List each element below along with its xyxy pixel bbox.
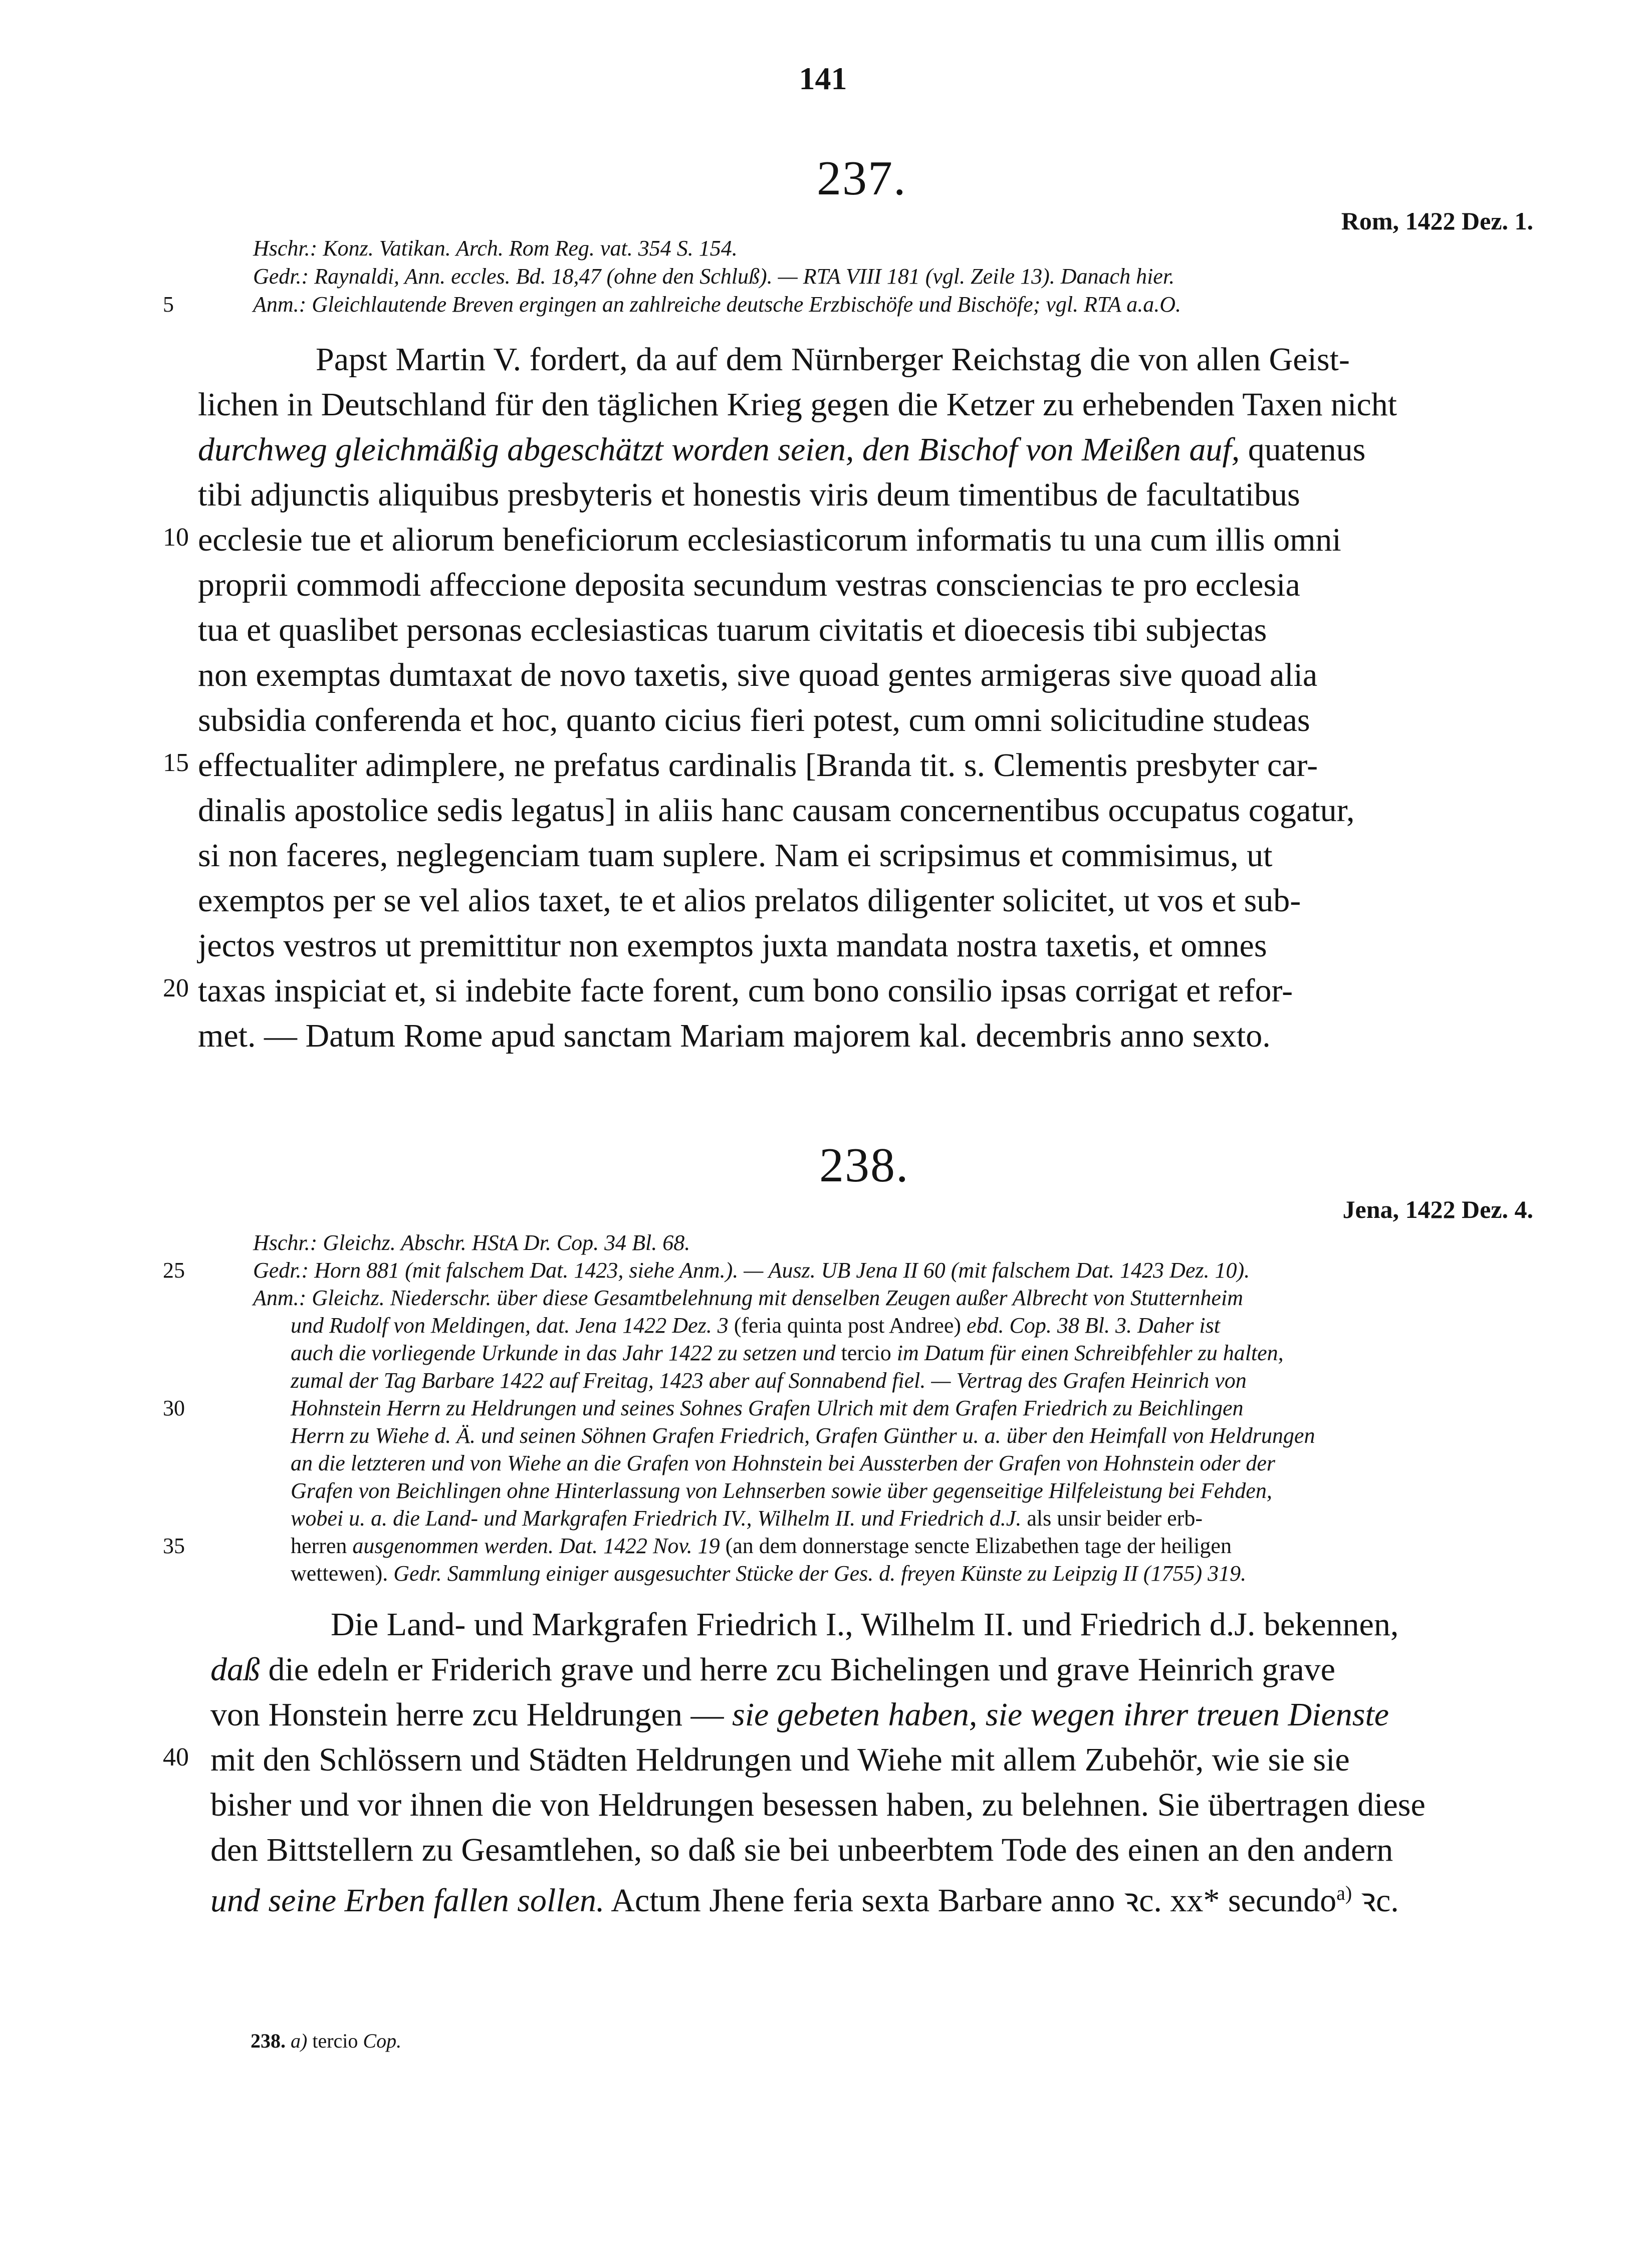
remark-quote: herren [291, 1534, 347, 1558]
text-line: effectualiter adimplere, ne prefatus cardinalis [Branda tit. s. Clementis presbyter car- [198, 747, 1318, 784]
footnote-text: tercio [312, 2030, 358, 2052]
text-line: tua et quaslibet personas ecclesiasticas tuarum civitatis et dioecesis tibi subjectas [198, 612, 1267, 648]
remark-line [291, 1533, 1232, 1559]
line-number: 30 [163, 1396, 185, 1420]
text-line: exemptos per se vel alios taxet, te et alios prelatos diligenter solicitet, ut vos et sub- [198, 882, 1301, 919]
document-number-238: 238. [819, 1138, 909, 1192]
text-line: si non faceres, neglegenciam tuam suplere. Nam ei scripsimus et commisimus, ut [198, 837, 1273, 874]
print-note-237: Gedr.: Raynaldi, Ann. eccles. Bd. 18,47 (ohne den Schluß). — RTA VIII 181 (vgl. Zeile 13). Danach hier. [253, 264, 1175, 289]
text-segment: die edeln er Friderich grave und herre zcu Bichelingen und grave Heinrich grave [260, 1651, 1335, 1688]
remark-quote: als unsir beider erb- [1027, 1506, 1203, 1531]
text-segment: ꝛc. [1352, 1882, 1399, 1919]
text-line: dinalis apostolice sedis legatus] in aliis hanc causam concernentibus occupatus cogatur, [198, 792, 1355, 829]
place-date-237: Rom, 1422 Dez. 1. [1341, 207, 1533, 235]
text-segment: Actum Jhene feria sexta Barbare anno ꝛc. xx* secundo [604, 1882, 1337, 1919]
text-line: jectos vestros ut premittitur non exemptos juxta mandata nostra taxetis, et omnes [198, 927, 1267, 964]
line-number: 20 [163, 974, 189, 1002]
manuscript-note-237: Hschr.: Konz. Vatikan. Arch. Rom Reg. vat. 354 S. 154. [253, 236, 738, 261]
remark-line: zumal der Tag Barbare 1422 auf Freitag, 1423 aber auf Sonnabend fiel. — Vertrag des Grafen Heinrich von [291, 1368, 1247, 1393]
text-segment: quatenus [1248, 431, 1366, 468]
text-line: met. — Datum Rome apud sanctam Mariam majorem kal. decembris anno sexto. [198, 1018, 1271, 1054]
remark-line: an die letzteren und von Wiehe an die Grafen von Hohnstein bei Aussterben der Grafen von Hohnstein oder der [291, 1451, 1275, 1475]
line-number: 40 [163, 1743, 189, 1772]
remark-note-237: Anm.: Gleichlautende Breven ergingen an zahlreiche deutsche Erzbischöfe und Bischöfe; vgl. RTA a.a.O. [253, 292, 1182, 317]
regest-line: bisher und vor ihnen die von Heldrungen besessen haben, zu belehnen. Sie übertragen diese [210, 1787, 1426, 1823]
regest-line: mit den Schlössern und Städten Heldrungen und Wiehe mit allem Zubehör, wie sie sie [210, 1741, 1350, 1778]
regest-text: sie gebeten haben, sie wegen ihrer treuen Dienste [732, 1696, 1389, 1733]
line-number: 15 [163, 748, 189, 777]
remark-text: und Rudolf von Meldingen, dat. Jena 1422 Dez. 3 [291, 1313, 734, 1338]
remark-text: im Datum für einen Schreibfehler zu halten, [891, 1341, 1284, 1365]
remark-line [291, 1313, 1220, 1338]
remark-text: auch die vorliegende Urkunde in das Jahr 1422 zu setzen und [291, 1341, 841, 1365]
text-line [210, 1696, 1389, 1734]
remark-line: Hohnstein Herrn zu Heldrungen und seines Sohnes Grafen Ulrich mit dem Grafen Friedrich zu Beichlingen [291, 1396, 1244, 1420]
regest-line [198, 431, 1365, 469]
text-line: subsidia conferenda et hoc, quanto cicius fieri potest, cum omni solicitudine studeas [198, 702, 1310, 738]
remark-quote: (feria quinta post Andree) [734, 1313, 962, 1338]
regest-line: lichen in Deutschland für den täglichen Krieg gegen die Ketzer zu erhebenden Taxen nicht [198, 386, 1397, 423]
remark-line: Grafen von Beichlingen ohne Hinterlassung von Lehnserben sowie über gegenseitige Hilfeleistung bei Fehden, [291, 1478, 1272, 1503]
print-note-238: Gedr.: Horn 881 (mit falschem Dat. 1423, siehe Anm.). — Ausz. UB Jena II 60 (mit falschem Dat. 1423 Dez. 10). [253, 1258, 1250, 1283]
footnote [251, 2029, 401, 2053]
remark-line [291, 1561, 1246, 1586]
regest-text: durchweg gleichmäßig abgeschätzt worden seien, den Bischof von Meißen auf, [198, 431, 1248, 468]
regest-text: und seine Erben fallen sollen. [210, 1882, 605, 1919]
remark-quote: wettewen). [291, 1561, 388, 1586]
text-line: non exemptas dumtaxat de novo taxetis, sive quoad gentes armigeras sive quoad alia [198, 657, 1318, 693]
line-number: 35 [163, 1534, 185, 1558]
remark-text: wobei u. a. die Land- und Markgrafen Friedrich IV., Wilhelm II. und Friedrich d.J. [291, 1506, 1027, 1531]
line-number: 25 [163, 1258, 185, 1283]
text-line: ecclesie tue et aliorum beneficiorum ecclesiasticorum informatis tu una cum illis omni [198, 522, 1341, 558]
text-line: taxas inspiciat et, si indebite facte forent, cum bono consilio ipsas corrigat et refor- [198, 972, 1293, 1009]
remark-quote: (an dem donnerstage sencte Elizabethen tage der heiligen [725, 1534, 1232, 1558]
remark-line [291, 1505, 1203, 1531]
remark-note-238: Anm.: Gleichz. Niederschr. über diese Gesamtbelehnung mit denselben Zeugen außer Albrecht von Stutternheim [253, 1286, 1243, 1310]
footnote-marker: a) [291, 2030, 308, 2052]
page-number: 141 [799, 61, 847, 96]
text-segment: von Honstein herre zcu Heldrungen — [210, 1696, 733, 1733]
remark-text: ausgenommen werden. Dat. 1422 Nov. 19 [347, 1534, 726, 1558]
remark-line: Herrn zu Wiehe d. Ä. und seinen Söhnen Grafen Friedrich, Grafen Günther u. a. über den Heimfall von Heldrungen [291, 1423, 1315, 1448]
remark-line [291, 1340, 1284, 1366]
footnote-marker: a) [1336, 1882, 1352, 1904]
footnote-label: 238. [251, 2030, 286, 2052]
footnote-source: Cop. [363, 2030, 402, 2052]
manuscript-note-238: Hschr.: Gleichz. Abschr. HStA Dr. Cop. 34 Bl. 68. [253, 1230, 690, 1255]
text-line: proprii commodi affeccione deposita secundum vestras consciencias te pro ecclesia [198, 567, 1300, 603]
regest-line: Papst Martin V. fordert, da auf dem Nürnberger Reichstag die von allen Geist- [316, 341, 1350, 378]
text-line [210, 1651, 1335, 1689]
remark-text: ebd. Cop. 38 Bl. 3. Daher ist [961, 1313, 1220, 1338]
text-line: tibi adjunctis aliquibus presbyteris et honestis viris deum timentibus de facultatibus [198, 476, 1300, 513]
line-number: 10 [163, 523, 189, 552]
regest-text: daß [210, 1651, 260, 1688]
regest-line: den Bittstellern zu Gesamtlehen, so daß sie bei unbeerbtem Tode des einen an den andern [210, 1832, 1393, 1868]
remark-quote: tercio [841, 1341, 891, 1365]
document-number-237: 237. [817, 151, 907, 205]
remark-text: Gedr. Sammlung einiger ausgesuchter Stücke der Ges. d. freyen Künste zu Leipzig II (1755) 319. [388, 1561, 1247, 1586]
place-date-238: Jena, 1422 Dez. 4. [1342, 1195, 1533, 1223]
regest-line: Die Land- und Markgrafen Friedrich I., Wilhelm II. und Friedrich d.J. bekennen, [331, 1606, 1399, 1643]
line-number: 5 [163, 292, 174, 317]
text-line [210, 1876, 1399, 1921]
